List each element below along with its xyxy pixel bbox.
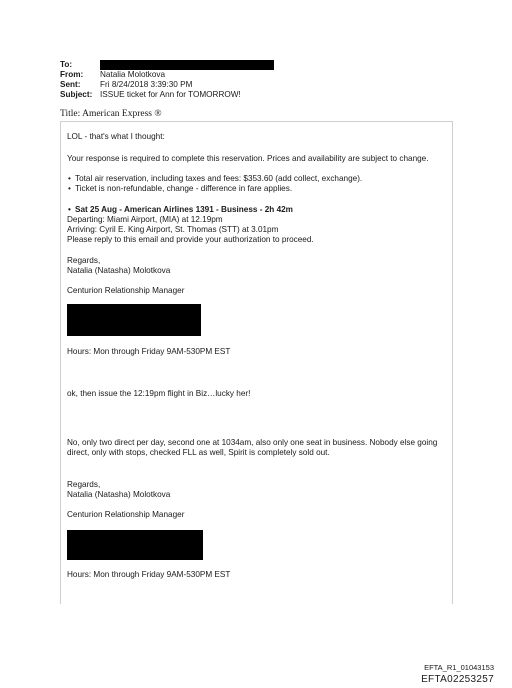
reply-issue-flight: ok, then issue the 12:19pm flight in Biz…lucky her!: [67, 389, 251, 398]
from-label: From:: [60, 70, 84, 79]
hours-1: Hours: Mon through Friday 9AM-530PM EST: [67, 347, 231, 356]
body-line-lol: LOL - that's what I thought:: [67, 132, 165, 141]
from-row: [60, 70, 274, 80]
subject-label: Subject:: [60, 90, 93, 99]
bates-number-1: EFTA_R1_01043153: [424, 663, 494, 672]
sent-value: Fri 8/24/2018 3:39:30 PM: [100, 80, 193, 89]
signature-role-1: Centurion Relationship Manager: [67, 286, 185, 295]
departing-line: Departing: Miami Airport, (MIA) at 12.19pm: [67, 215, 223, 224]
regards-2: Regards,: [67, 480, 101, 489]
subject-value: ISSUE ticket for Ann for TOMORROW!: [100, 90, 241, 99]
sent-label: Sent:: [60, 80, 81, 89]
arriving-line: Arriving: Cyril E. King Airport, St. Thomas (STT) at 3.01pm: [67, 225, 279, 234]
bullet-total-text: Total air reservation, including taxes and fees: $353.60 (add collect, exchange).: [75, 174, 363, 183]
reply-request: Please reply to this email and provide your authorization to proceed.: [67, 235, 314, 244]
bullet-ticket: [67, 184, 447, 194]
hours-2: Hours: Mon through Friday 9AM-530PM EST: [67, 570, 231, 579]
redaction-block-1: [67, 304, 201, 336]
sent-row: [60, 80, 274, 90]
to-label: To:: [60, 60, 73, 69]
from-value: Natalia Molotkova: [100, 70, 166, 79]
redaction-block-2: [67, 530, 203, 560]
regards-1: Regards,: [67, 256, 101, 265]
to-row: [60, 60, 274, 70]
flight-heading: [67, 205, 447, 215]
bates-number-2: EFTA02253257: [421, 674, 494, 685]
flight-heading-text: Sat 25 Aug - American Airlines 1391 - Business - 2h 42m: [75, 205, 293, 214]
email-header: [60, 60, 274, 100]
signature-name-1: Natalia (Natasha) Molotkova: [67, 266, 171, 275]
reply-only-two-direct: No, only two direct per day, second one at 1034am, also only one seat in business. Nobody else going direct, only with stops, checked FLL as well, Spirit is completely sold out.: [67, 438, 438, 457]
body-required: Your response is required to complete this reservation. Prices and availability are subject to change.: [67, 154, 429, 163]
bullet-ticket-text: Ticket is non-refundable, change - difference in fare applies.: [75, 184, 293, 193]
bullet-total: [67, 174, 447, 184]
signature-name-2: Natalia (Natasha) Molotkova: [67, 490, 171, 499]
title-line: Title: American Express ®: [60, 109, 162, 119]
subject-row: [60, 90, 274, 100]
to-redaction: [100, 60, 274, 70]
signature-role-2: Centurion Relationship Manager: [67, 510, 185, 519]
